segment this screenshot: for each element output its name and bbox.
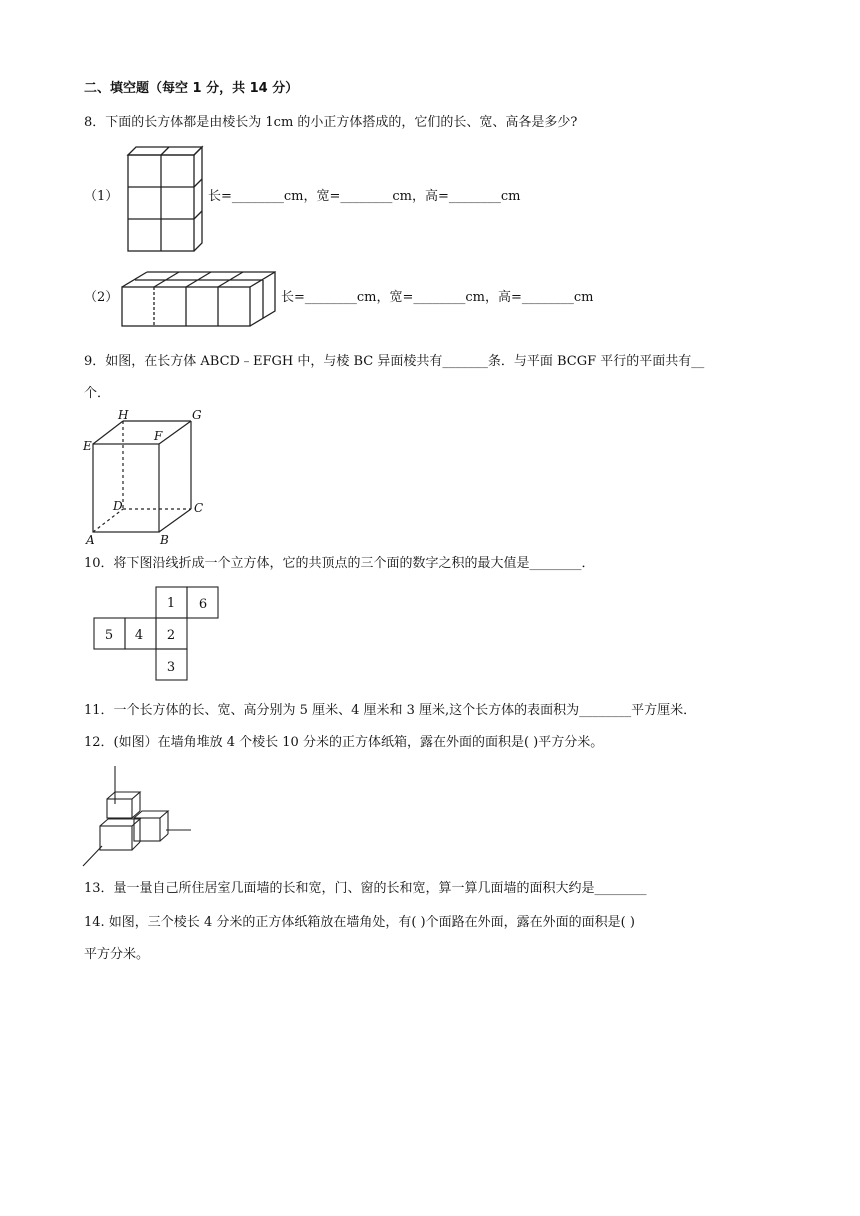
vertex-label-c: C — [194, 501, 204, 515]
vertex-label-a: A — [86, 533, 95, 546]
q14-stem-line1: 14. 如图，三个棱长 4 分米的正方体纸箱放在墙角处，有( )个面路在外面，露在外面的面积是( ) — [84, 915, 635, 930]
net-face-1: 1 — [166, 596, 176, 611]
q9-stem-line1: 9．如图，在长方体 ABCD﹣EFGH 中，与棱 BC 异面棱共有_______条．与平面 BCGF 平行的平面共有__ — [84, 354, 705, 369]
net-face-6: 6 — [198, 597, 208, 612]
vertex-label-e: E — [83, 439, 92, 453]
q12-stem: 12．(如图）在墙角堆放 4 个棱长 10 分米的正方体纸箱，露在外面的面积是( )平方分米。 — [84, 735, 604, 750]
net-face-2: 2 — [166, 628, 176, 643]
vertex-label-h: H — [118, 408, 129, 422]
q13-stem: 13．量一量自己所住居室几面墙的长和宽，门、窗的长和宽，算一算几面墙的面积大约是________ — [84, 881, 647, 896]
vertex-label-b: B — [160, 533, 169, 546]
q8-part2-answer: 长=________cm，宽=________cm，高=________cm — [281, 290, 594, 305]
net-face-5: 5 — [104, 628, 114, 643]
q10-stem: 10．将下图沿线折成一个立方体，它的共顶点的三个面的数字之积的最大值是________． — [84, 556, 595, 571]
q8-stem: 8．下面的长方体都是由棱长为 1cm 的小正方体搭成的，它们的长、宽、高各是多少? — [84, 115, 578, 130]
vertex-label-d: D — [113, 499, 123, 513]
vertex-label-g: G — [192, 408, 202, 422]
vertex-label-f: F — [154, 429, 163, 443]
section-title: 二、填空题（每空 1 分，共 14 分） — [84, 81, 299, 96]
q10-cube-net — [90, 585, 222, 685]
q8-part1-label: （1） — [84, 189, 119, 204]
q8-figure-1-cuboid — [122, 142, 208, 254]
q9-stem-line2: 个． — [84, 386, 111, 401]
q12-stacked-boxes-figure — [80, 762, 195, 870]
net-face-3: 3 — [166, 660, 176, 675]
q8-figure-2-cuboid — [118, 268, 280, 332]
q8-part1-answer: 长=________cm，宽=________cm，高=________cm — [208, 189, 521, 204]
q14-stem-line2: 平方分米。 — [84, 947, 150, 962]
q8-part2-label: （2） — [84, 290, 119, 305]
q11-stem: 11．一个长方体的长、宽、高分别为 5 厘米、4 厘米和 3 厘米,这个长方体的表面积为________平方厘米． — [84, 703, 697, 718]
net-face-4: 4 — [134, 628, 144, 643]
q9-cuboid-figure — [80, 406, 210, 546]
